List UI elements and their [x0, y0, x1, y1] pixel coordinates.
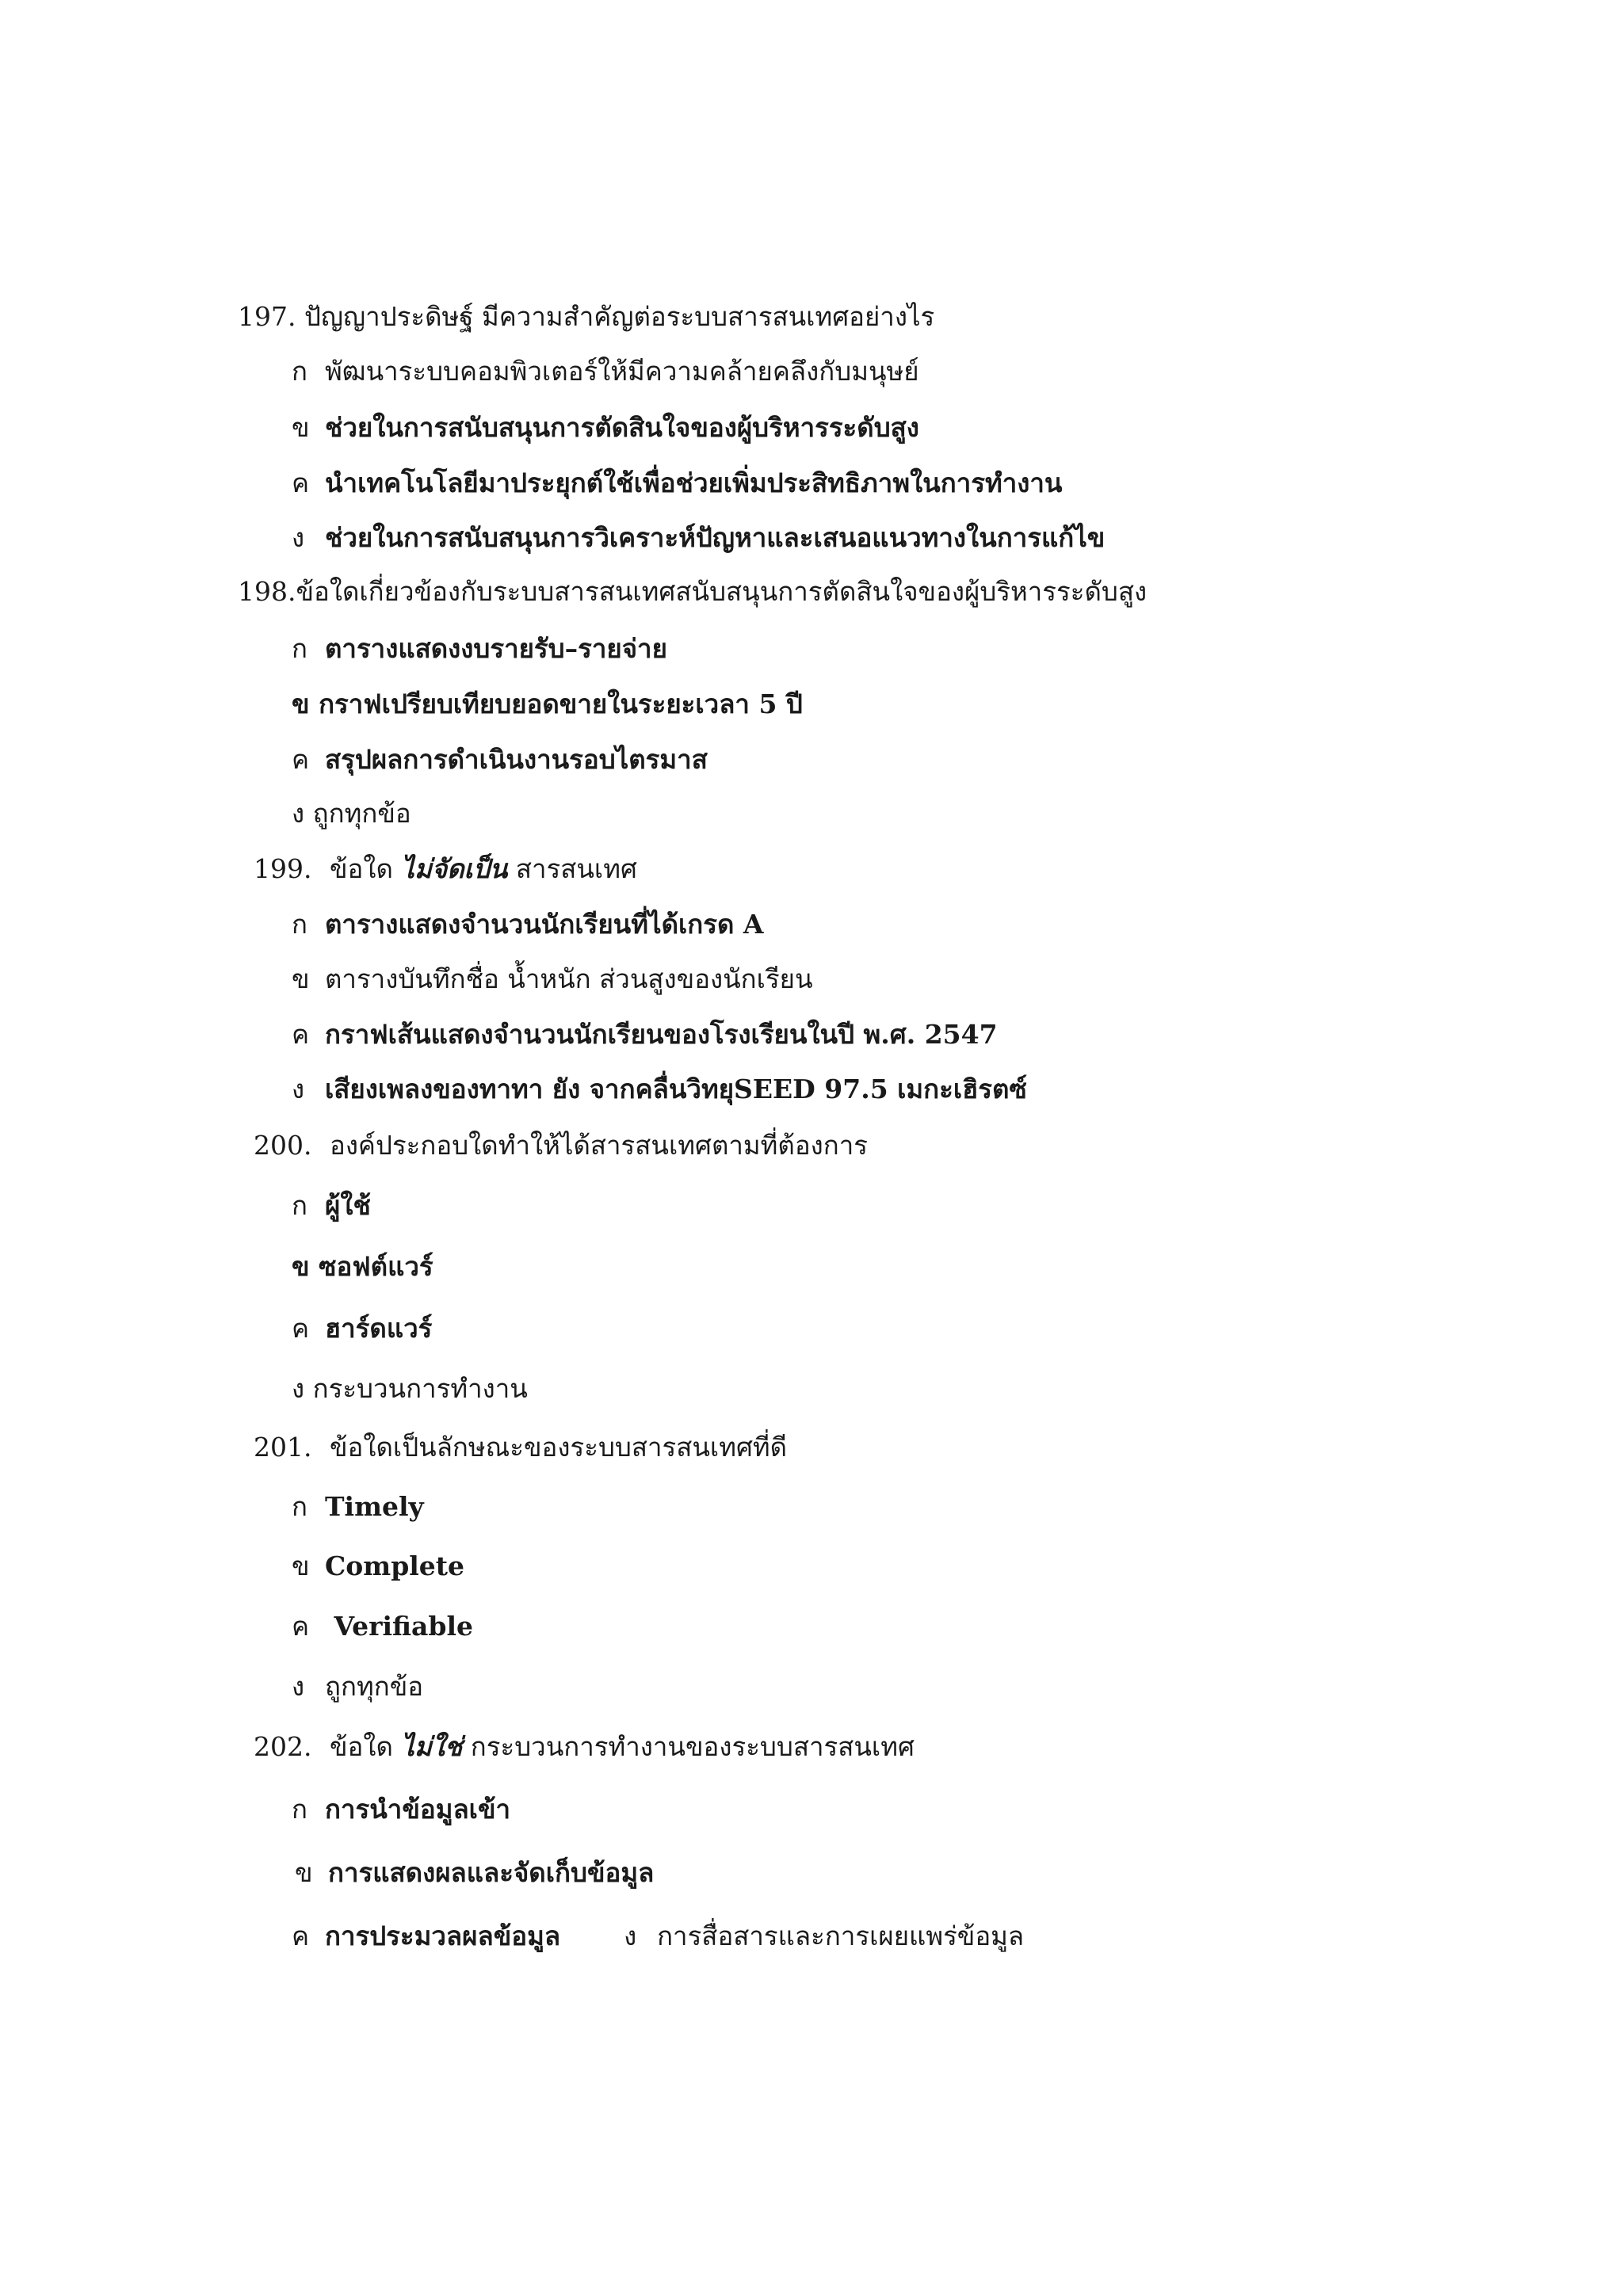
option-letter: ง	[292, 1074, 305, 1104]
option-text: สรุปผลการดำเนินงานรอบไตรมาส	[325, 744, 708, 775]
option-letter: ข	[292, 1550, 310, 1581]
option-text: กราฟเปรียบเทียบยอดขายในระยะเวลา 5 ปี	[319, 688, 803, 719]
option-text: การสื่อสารและการเผยแพร่ข้อมูล	[657, 1920, 1025, 1951]
question-text: ข้อใดเกี่ยวข้องกับระบบสารสนเทศสนับสนุนการตัดสินใจของผู้บริหารระดับสูง	[296, 576, 1148, 607]
option-letter: ค	[292, 744, 310, 775]
question-text-emphasis: ไม่ใช่	[401, 1731, 463, 1762]
option-letter: ข	[292, 963, 310, 994]
option-text: Verifiable	[334, 1611, 473, 1642]
option-letter: ก	[292, 1794, 307, 1825]
option-200-d	[292, 1371, 528, 1406]
option-letter: ค	[292, 1611, 310, 1642]
option-text: Timely	[325, 1491, 424, 1522]
option-199-b	[292, 962, 813, 997]
option-text: กราฟเส้นแสดงจำนวนนักเรียนของโรงเรียนในปี พ.ศ. 2547	[325, 1019, 998, 1050]
option-198-d	[292, 796, 411, 831]
option-text: Complete	[325, 1550, 465, 1581]
option-text: ตารางบันทึกชื่อ น้ำหนัก ส่วนสูงของนักเรียน	[325, 963, 813, 994]
question-text-pre: ข้อใด	[330, 1731, 393, 1762]
option-text: ถูกทุกข้อ	[325, 1671, 424, 1702]
option-letter: ก	[292, 909, 307, 940]
option-text: เสียงเพลงของทาทา ยัง จากคลื่นวิทยุSEED 97.5 เมกะเฮิรตซ์	[325, 1074, 1027, 1104]
question-number: 198.	[238, 576, 296, 607]
option-202-c-d-row	[292, 1919, 1024, 1954]
option-197-a	[292, 354, 919, 389]
option-201-c	[292, 1609, 473, 1644]
option-text: กระบวนการทำงาน	[312, 1373, 528, 1404]
option-198-c	[292, 742, 708, 777]
question-201	[254, 1430, 787, 1465]
option-letter: ก	[292, 633, 307, 664]
option-text: การประมวลผลข้อมูล	[325, 1920, 561, 1951]
option-letter: ง	[624, 1920, 637, 1951]
question-199	[254, 852, 637, 887]
option-198-a	[292, 631, 667, 666]
option-letter: ก	[292, 1491, 307, 1522]
option-letter: ค	[292, 467, 310, 498]
question-number: 202.	[254, 1731, 312, 1762]
question-number: 201.	[254, 1432, 312, 1463]
option-letter: ข	[292, 688, 310, 719]
option-201-d	[292, 1669, 423, 1704]
option-letter: ง	[292, 522, 305, 553]
option-text: ตารางแสดงจำนวนนักเรียนที่ได้เกรด A	[325, 909, 764, 940]
option-text: ซอฟต์แวร์	[319, 1251, 433, 1282]
option-201-b	[292, 1549, 464, 1584]
option-text: ถูกทุกข้อ	[312, 798, 411, 829]
option-197-d	[292, 521, 1105, 555]
option-text: ช่วยในการสนับสนุนการวิเคราะห์ปัญหาและเสนอแนวทางในการแก้ไข	[325, 522, 1106, 553]
option-letter: ค	[292, 1313, 310, 1344]
option-text: พัฒนาระบบคอมพิวเตอร์ให้มีความคล้ายคลึงกับมนุษย์	[325, 356, 919, 387]
option-text: ฮาร์ดแวร์	[325, 1313, 433, 1344]
option-197-b	[292, 410, 919, 445]
option-200-a	[292, 1188, 371, 1223]
option-letter: ก	[292, 1190, 307, 1221]
option-198-b	[292, 687, 803, 722]
option-text: การนำข้อมูลเข้า	[325, 1794, 511, 1825]
question-number: 197.	[238, 301, 296, 332]
option-199-c	[292, 1017, 998, 1052]
option-201-a	[292, 1489, 424, 1524]
question-197	[238, 299, 934, 334]
question-text-post: สารสนเทศ	[515, 853, 637, 884]
option-text: การแสดงผลและจัดเก็บข้อมูล	[328, 1857, 655, 1888]
question-text: ข้อใดเป็นลักษณะของระบบสารสนเทศที่ดี	[330, 1432, 788, 1463]
question-200	[254, 1128, 868, 1163]
question-number: 199.	[254, 853, 312, 884]
question-text: ปัญญาประดิษฐ์ มีความสำคัญต่อระบบสารสนเทศอย่างไร	[304, 301, 935, 332]
option-text: ช่วยในการสนับสนุนการตัดสินใจของผู้บริหารระดับสูง	[325, 412, 919, 443]
option-letter: ข	[295, 1857, 313, 1888]
option-letter: ค	[292, 1019, 310, 1050]
question-text-pre: ข้อใด	[330, 853, 393, 884]
question-text: องค์ประกอบใดทำให้ได้สารสนเทศตามที่ต้องการ	[330, 1130, 869, 1161]
option-letter: ง	[292, 1373, 305, 1404]
option-199-d	[292, 1072, 1027, 1107]
option-200-b	[292, 1249, 433, 1284]
question-text-emphasis: ไม่จัดเป็น	[401, 853, 508, 884]
option-text: นำเทคโนโลยีมาประยุกต์ใช้เพื่อช่วยเพิ่มประสิทธิภาพในการทำงาน	[325, 467, 1063, 498]
option-letter: ง	[292, 1671, 305, 1702]
option-letter: ก	[292, 356, 307, 387]
option-200-c	[292, 1311, 432, 1346]
question-202	[254, 1730, 915, 1764]
option-197-c	[292, 466, 1062, 501]
option-202-a	[292, 1792, 510, 1827]
option-text: ตารางแสดงงบรายรับ–รายจ่าย	[325, 633, 667, 664]
option-letter: ค	[292, 1920, 310, 1951]
option-letter: ข	[292, 1251, 310, 1282]
option-199-a	[292, 907, 764, 942]
question-number: 200.	[254, 1130, 312, 1161]
question-198	[238, 574, 1147, 609]
option-202-b	[295, 1855, 654, 1890]
question-text-post: กระบวนการทำงานของระบบสารสนเทศ	[470, 1731, 915, 1762]
option-letter: ข	[292, 412, 310, 443]
option-text: ผู้ใช้	[325, 1190, 371, 1221]
option-letter: ง	[292, 798, 305, 829]
